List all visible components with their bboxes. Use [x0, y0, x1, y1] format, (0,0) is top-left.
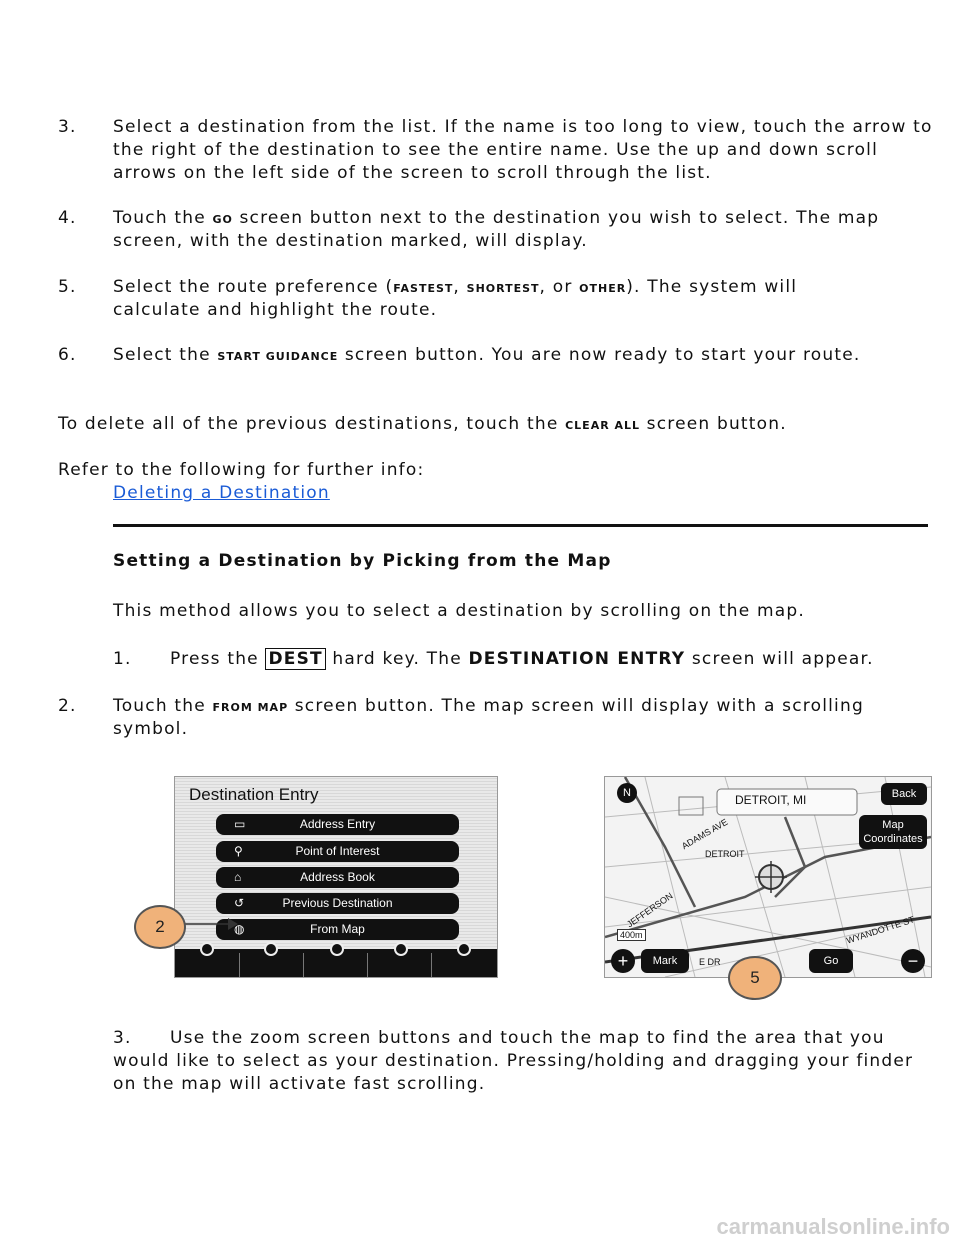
- destination-entry-label: DESTINATION ENTRY: [468, 649, 686, 669]
- zoom-out-button[interactable]: −: [901, 949, 925, 973]
- street-label: JEFFERSON: [624, 890, 675, 930]
- step-4-number: 4.: [58, 208, 77, 228]
- sec-step-1-number: 1.: [113, 649, 132, 669]
- sec-step-1-line: Press the DEST hard key. The DESTINATION ENTRY screen will appear.: [170, 649, 874, 669]
- shortest-label: SHORTEST: [466, 282, 540, 295]
- tab-dot[interactable]: [330, 942, 344, 956]
- step-3-number: 3.: [58, 117, 77, 137]
- step-4-line-2: screen, with the destination marked, will display.: [113, 231, 588, 251]
- map-screen[interactable]: [604, 776, 932, 978]
- sec-step-3-line-2: would like to select as your destination. Pressing/holding and dragging your finder: [113, 1051, 914, 1071]
- zoom-in-button[interactable]: +: [611, 949, 635, 973]
- from-map-label: FROM MAP: [212, 701, 289, 714]
- sec-step-2-line-1: Touch the FROM MAP screen button. The map screen will display with a scrolling: [113, 696, 864, 716]
- from-map-button[interactable]: ◍ From Map: [216, 919, 459, 940]
- back-button[interactable]: Back: [881, 783, 927, 805]
- section-divider: [113, 524, 928, 527]
- refer-text: Refer to the following for further info:: [58, 460, 425, 480]
- bottom-tab-bar: [175, 949, 497, 977]
- sec-step-2-line-2: symbol.: [113, 719, 189, 739]
- destination-entry-screen: [174, 776, 498, 978]
- previous-destination-button[interactable]: ↺ Previous Destination: [216, 893, 459, 914]
- start-guidance-label: START GUIDANCE: [217, 350, 339, 363]
- tab-dot[interactable]: [394, 942, 408, 956]
- tab-dot[interactable]: [200, 942, 214, 956]
- sec-step-3-number: 3.: [113, 1028, 132, 1048]
- watermark: carmanualsonline.info: [716, 1214, 950, 1239]
- step-3-line-1: Select a destination from the list. If the name is too long to view, touch the arrow to: [113, 117, 933, 137]
- clear-all-paragraph: To delete all of the previous destinations, touch the CLEAR ALL screen button.: [58, 414, 787, 434]
- go-key-label: GO: [212, 213, 233, 226]
- other-label: OTHER: [579, 282, 627, 295]
- tab-dot[interactable]: [457, 942, 471, 956]
- step-3-line-2: the right of the destination to see the entire name. Use the up and down scroll: [113, 140, 879, 160]
- deleting-destination-link[interactable]: Deleting a Destination: [113, 483, 330, 503]
- street-label: DETROIT: [705, 849, 745, 859]
- sec-step-3-line-3: on the map will activate fast scrolling.: [113, 1074, 486, 1094]
- tab-dot[interactable]: [264, 942, 278, 956]
- scale-indicator: 400m: [617, 929, 646, 941]
- sec-step-2-number: 2.: [58, 696, 77, 716]
- step-6-number: 6.: [58, 345, 77, 365]
- dest-hard-key: DEST: [265, 648, 325, 670]
- street-label: E DR: [699, 957, 721, 967]
- compass-icon[interactable]: N: [617, 783, 637, 803]
- fastest-label: FASTEST: [393, 282, 454, 295]
- destination-entry-title: Destination Entry: [189, 785, 319, 804]
- sec-step-3-line-1: Use the zoom screen buttons and touch the map to find the area that you: [170, 1028, 885, 1048]
- address-book-button[interactable]: ⌂ Address Book: [216, 867, 459, 888]
- clear-all-label: CLEAR ALL: [565, 419, 641, 432]
- address-book-icon: ⌂: [234, 870, 242, 884]
- globe-icon: ◍: [234, 922, 245, 936]
- step-5-line-2: calculate and highlight the route.: [113, 300, 438, 320]
- city-label: DETROIT, MI: [735, 793, 807, 807]
- address-entry-button[interactable]: ▭ Address Entry: [216, 814, 459, 835]
- step-6-line-1: Select the START GUIDANCE screen button. You are now ready to start your route.: [113, 345, 861, 365]
- callout-5: 5: [728, 956, 782, 1000]
- callout-2: 2: [134, 905, 186, 949]
- poi-icon: ⚲: [234, 844, 243, 858]
- callout-arrow: [180, 914, 240, 934]
- section-heading: Setting a Destination by Picking from the Map: [113, 551, 612, 571]
- step-5-line-1: Select the route preference (FASTEST, SHORTEST, or OTHER). The system will: [113, 277, 798, 297]
- step-4-line-1: Touch the GO screen button next to the destination you wish to select. The map: [113, 208, 880, 228]
- street-label: ADAMS AVE: [679, 816, 730, 852]
- go-button[interactable]: Go: [809, 949, 853, 973]
- street-label: WYANDOTTE ST: [845, 914, 916, 946]
- map-coordinates-button[interactable]: Map Coordinates: [859, 815, 927, 849]
- mark-button[interactable]: Mark: [641, 949, 689, 973]
- step-3-line-3: arrows on the left side of the screen to scroll through the list.: [113, 163, 712, 183]
- step-5-number: 5.: [58, 277, 77, 297]
- point-of-interest-button[interactable]: ⚲ Point of Interest: [216, 841, 459, 862]
- previous-destination-icon: ↺: [234, 896, 245, 910]
- map-roads: [605, 777, 931, 977]
- section-intro: This method allows you to select a destination by scrolling on the map.: [113, 601, 805, 621]
- keyboard-icon: ▭: [234, 817, 246, 831]
